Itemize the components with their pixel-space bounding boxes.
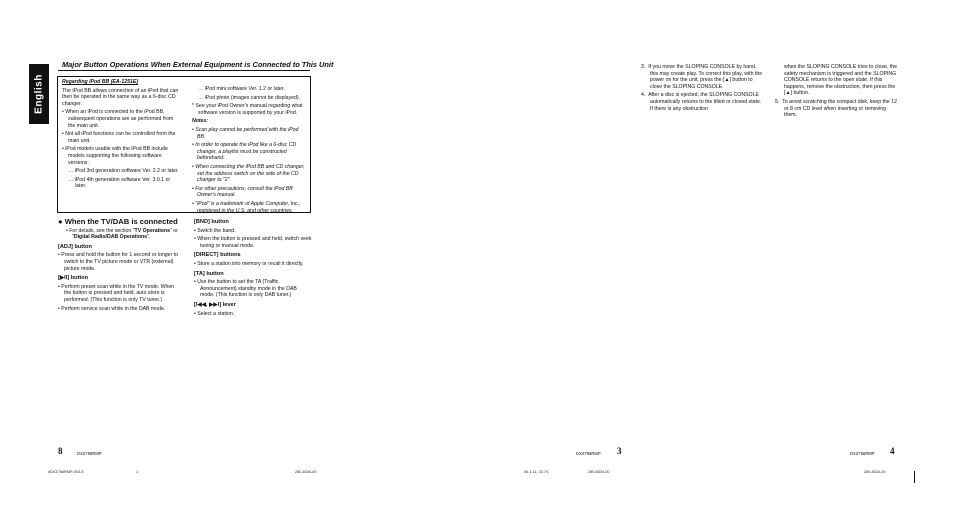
note-item: • For other precautions, consult the iPod BB Owner's manual. <box>192 185 293 199</box>
note-item: • When connecting the iPod BB and CD changer, set the address switch on the side of the CD changer to "2". <box>192 163 305 184</box>
page-number-left: 8 <box>58 446 63 456</box>
item-text: If you move the SLOPING CONSOLE by hand, this may create play. To correct this play, with the power on for the unit, press the [ <box>648 64 763 84</box>
item-number: 4. <box>641 92 646 99</box>
ipod-version: … iPod photo (images cannot be displayed). <box>198 94 301 101</box>
lever-text: Select a station. <box>197 310 235 317</box>
note-text: For other precautions, consult the iPod BB Owner's manual. <box>195 185 293 199</box>
print-part-number: 280-8334-00 <box>295 470 317 474</box>
ta-text: Use the button to set the TA (Traffic Announcement) standby mode in the DAB mode. (This function is only DAB tuner.) <box>197 279 297 299</box>
details-text: For details, see the section " <box>69 227 135 234</box>
list-item-4 <box>641 92 765 112</box>
details-text: " or " <box>72 227 178 241</box>
sloping-console-column-2 <box>775 64 899 121</box>
note-item: • "iPod" is a trademark of Apple Computer, Inc., registered in the U.S. and other countries. <box>192 200 301 214</box>
item-text: when the SLOPING CONSOLE tries to close, the safety mechanism is triggered and the SLOPING CONSOLE returns to the open state. If this happens, remove the obstruction, then press the [ <box>784 64 898 97</box>
list-item-5 <box>775 99 899 119</box>
bnd-bullet: • When the button is pressed and held, switch seek tuning or manual mode. <box>194 236 312 249</box>
tv-details-note: • For details, see the section "TV Operations" or "Digital Radio/DAB Operations". <box>66 227 178 241</box>
item-number: 3. <box>641 64 646 70</box>
play-pause-heading: [▶II] button <box>58 275 89 282</box>
item-text: ] button. <box>790 90 810 97</box>
item-number: 5. <box>775 98 780 105</box>
ta-bullet: • Use the button to set the TA (Traffic Announcement) standby mode in the DAB mode. (This function is only DAB tuner.) <box>194 279 297 299</box>
lever-heading: [I◀◀, ▶▶I] lever <box>194 301 236 308</box>
print-part-number: 280-8334-00 <box>864 470 886 474</box>
print-code: dDXZ768RMP-003-E <box>48 470 84 474</box>
notes-heading: Notes: <box>192 118 209 125</box>
item-text: After a disc is ejected, the SLOPING CONSOLE automatically returns to the tilted or closed state. If there is any obstruction <box>648 92 762 112</box>
details-text: ". <box>147 234 151 241</box>
eject-icon: ▲ <box>724 77 730 84</box>
sloping-console-column-1 <box>641 64 765 114</box>
direct-heading: [DIRECT] buttons <box>194 252 241 259</box>
item-text: ] button to close the SLOPING CONSOLE. <box>650 77 753 90</box>
print-timestamp: 06.1.11, 21:74 <box>524 470 548 474</box>
direct-bullet: • Store a station into memory or recall it directly. <box>194 260 304 267</box>
list-item-3 <box>641 64 765 90</box>
language-tab <box>29 64 49 124</box>
note-text: Scan play cannot be performed with the iPod BB. <box>195 126 299 140</box>
page-number-right: 4 <box>890 446 895 456</box>
note-text: When connecting the iPod BB and CD changer, set the address switch on the side of the CD changer to "2". <box>195 163 305 184</box>
note-item: • Scan play cannot be performed with the iPod BB. <box>192 126 299 140</box>
play-text: Perform preset scan while in the TV mode. When the button is pressed and held, auto store is performed. (This function is only TV tuner.) <box>61 283 175 303</box>
ipod-version: … iPod mini software Ver. 1.2 or later. <box>198 86 285 92</box>
model-label-right: DXZ768RMP <box>850 451 875 456</box>
direct-text: Store a station into memory or recall it directly. <box>197 260 304 267</box>
ipod-bullet-text: iPod models usable with the iPod BB include models supporting the following software versions: <box>65 146 168 166</box>
play-bullet: • Perform preset scan while in the TV mode. When the button is pressed and held, auto store is performed. (This function is only TV tuner.) <box>58 283 175 303</box>
tv-dab-heading: ● When the TV/DAB is connected <box>58 217 178 226</box>
ipod-version: … iPod 3rd generation software Ver. 2.2 or later. <box>68 168 179 175</box>
ipod-bullet: • iPod models usable with the iPod BB include models supporting the following software versions: <box>62 146 168 166</box>
note-text: "iPod" is a trademark of Apple Computer, Inc., registered in the U.S. and other countries. <box>195 200 301 214</box>
details-link-dab: Digital Radio/DAB Operations <box>73 234 148 241</box>
ipod-box-right-column <box>192 86 308 216</box>
crop-mark <box>914 471 915 483</box>
ipod-bullet: • Not all iPod functions can be controlled from the main unit. <box>62 131 176 144</box>
title-rule <box>58 70 310 71</box>
eject-icon: ▲ <box>785 90 791 97</box>
see-manual-text: See your iPod Owner's manual regarding what software version is supported by your iPod. <box>195 103 303 116</box>
adj-heading: [ADJ] button <box>58 243 92 250</box>
ipod-intro: The iPod BB allows connection of an iPod that can then be operated in the same way as a 6-disc CD changer. <box>62 87 179 107</box>
note-item: • In order to operate the iPod like a 6-disc CD changer, a playlist must be constructed beforehand. <box>192 142 297 162</box>
model-label-left: DXZ768RMP <box>77 451 102 456</box>
ipod-box-left-column <box>62 79 180 192</box>
print-part-number: 280-8334-00 <box>588 470 610 474</box>
details-link-tv: TV Operations <box>134 227 171 234</box>
adj-text: Press and hold the button for 1 second or longer to switch to the TV picture mode or VTR (external) picture mode. <box>61 252 179 272</box>
play-text: Perform service scan while in the DAB mode. <box>61 305 166 312</box>
ta-heading: [TA] button <box>194 270 224 277</box>
page-number-mid: 3 <box>617 446 622 456</box>
item-text: To avoid scratching the compact disk, keep the 12 or 8 cm CD level when inserting or removing them. <box>782 98 897 119</box>
ipod-bullet-text: Not all iPod functions can be controlled from the main unit. <box>65 131 176 144</box>
play-bullet: • Perform service scan while in the DAB mode. <box>58 305 166 312</box>
ipod-version: … iPod 4th generation software Ver. 3.0.1 or later. <box>68 176 171 190</box>
ipod-bullet-text: When an iPod is connected to the iPod BB, subsequent operations are as performed from the main unit. <box>65 109 174 129</box>
bnd-text: When the button is pressed and held, switch seek tuning or manual mode. <box>197 236 312 249</box>
ipod-box-heading: Regarding iPod BB (EA-1251E) <box>62 79 139 85</box>
section-title: Major Button Operations When External Equipment is Connected to This Unit <box>62 60 334 69</box>
see-manual-note: * See your iPod Owner's manual regarding what software version is supported by your iPod. <box>192 103 303 116</box>
bnd-heading: [BND] button <box>194 219 229 225</box>
note-text: In order to operate the iPod like a 6-disc CD changer, a playlist must be constructed beforehand. <box>195 142 297 162</box>
language-tab-label: English <box>33 74 45 114</box>
bnd-text: Switch the band. <box>197 227 236 234</box>
model-label-mid: DXZ768RMP <box>576 451 601 456</box>
tv-dab-left-column <box>58 219 182 314</box>
print-page: 1 <box>136 470 139 474</box>
ipod-bullet: • When an iPod is connected to the iPod BB, subsequent operations are as performed from the main unit. <box>62 109 174 129</box>
bnd-bullet: • Switch the band. <box>194 227 236 234</box>
tv-dab-right-column <box>194 219 312 319</box>
lever-bullet: • Select a station. <box>194 310 235 317</box>
list-item-4-continued <box>775 64 899 97</box>
adj-bullet: • Press and hold the button for 1 second or longer to switch to the TV picture mode or VTR (external) picture mode. <box>58 252 179 272</box>
